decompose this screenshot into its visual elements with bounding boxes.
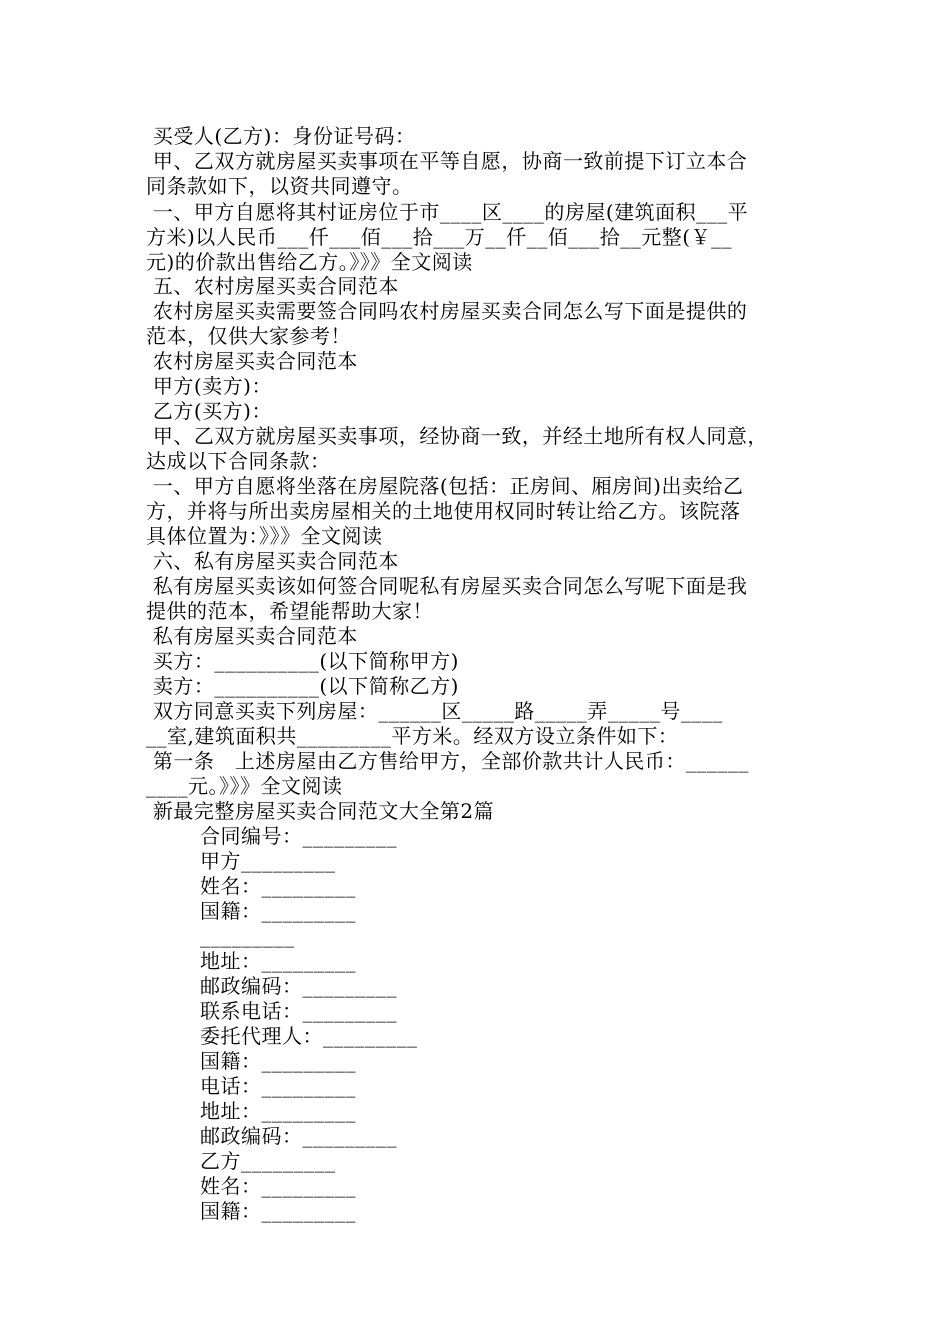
text-line: __室,建筑面积共_________平方米。经双方设立条件如下： <box>146 724 679 748</box>
form-line: 邮政编码：_________ <box>200 1124 397 1148</box>
text-line: 达成以下合同条款： <box>146 449 331 473</box>
text-line: 同条款如下，以资共同遵守。 <box>146 174 413 198</box>
text-line: 方，并将与所出卖房屋相关的土地使用权同时转让给乙方。该院落 <box>146 499 741 523</box>
text-line: 甲、乙双方就房屋买卖事项在平等自愿，协商一致前提下订立本合 <box>146 149 748 173</box>
form-line: 地址：_________ <box>200 949 356 973</box>
text-line: 元)的价款出售给乙方。》》》全文阅读 <box>146 250 473 274</box>
text-line: 甲方(卖方)： <box>146 374 272 398</box>
text-line: 提供的范本，希望能帮助大家！ <box>146 599 433 623</box>
form-line: 国籍：_________ <box>200 1199 356 1223</box>
form-line: 乙方_________ <box>200 1149 336 1173</box>
form-line: 合同编号：_________ <box>200 824 397 848</box>
form-line: 电话：_________ <box>200 1074 356 1098</box>
section-heading: 新最完整房屋买卖合同范文大全第2篇 <box>146 799 495 823</box>
text-line: 乙方(买方)： <box>146 399 272 423</box>
text-line: 一、甲方自愿将其村证房位于市____区____的房屋(建筑面积___平 <box>146 200 749 224</box>
form-line: 甲方_________ <box>200 849 336 873</box>
form-line: 地址：_________ <box>200 1099 356 1123</box>
form-line: 联系电话：_________ <box>200 999 397 1023</box>
text-line: 私有房屋买卖合同范本 <box>146 624 358 648</box>
text-line: 双方同意买卖下列房屋：______区_____路_____弄_____号____ <box>146 699 723 723</box>
text-line: 一、甲方自愿将坐落在房屋院落(包括：正房间、厢房间)出卖给乙 <box>146 474 744 498</box>
text-line: 范本，仅供大家参考！ <box>146 324 351 348</box>
text-line: 方米)以人民币___仟___佰___拾___万__仟__佰___拾__元整(￥__ <box>146 225 733 249</box>
text-line: 买受人(乙方)：身份证号码： <box>146 124 416 148</box>
form-line: 姓名：_________ <box>200 874 356 898</box>
text-line: 买方：__________(以下简称甲方) <box>146 649 459 673</box>
text-line: 卖方：__________(以下简称乙方) <box>146 674 459 698</box>
text-line: 甲、乙双方就房屋买卖事项，经协商一致，并经土地所有权人同意， <box>146 424 768 448</box>
text-line: 私有房屋买卖该如何签合同呢私有房屋买卖合同怎么写呢下面是我 <box>146 574 748 598</box>
text-line: ____元。》》》全文阅读 <box>146 774 343 798</box>
section-heading: 六、私有房屋买卖合同范本 <box>146 549 399 573</box>
text-line: 具体位置为：》》》全文阅读 <box>146 524 383 548</box>
text-line: 第一条 上述房屋由乙方售给甲方，全部价款共计人民币：______ <box>146 749 749 773</box>
section-heading: 五、农村房屋买卖合同范本 <box>146 274 399 298</box>
form-line: 国籍：_________ <box>200 1049 356 1073</box>
form-line: 委托代理人：_________ <box>200 1024 418 1048</box>
form-line: _________ <box>200 924 295 948</box>
form-line: 国籍：_________ <box>200 899 356 923</box>
text-line: 农村房屋买卖合同范本 <box>146 349 358 373</box>
form-line: 姓名：_________ <box>200 1174 356 1198</box>
text-line: 农村房屋买卖需要签合同吗农村房屋买卖合同怎么写下面是提供的 <box>146 299 748 323</box>
form-line: 邮政编码：_________ <box>200 974 397 998</box>
